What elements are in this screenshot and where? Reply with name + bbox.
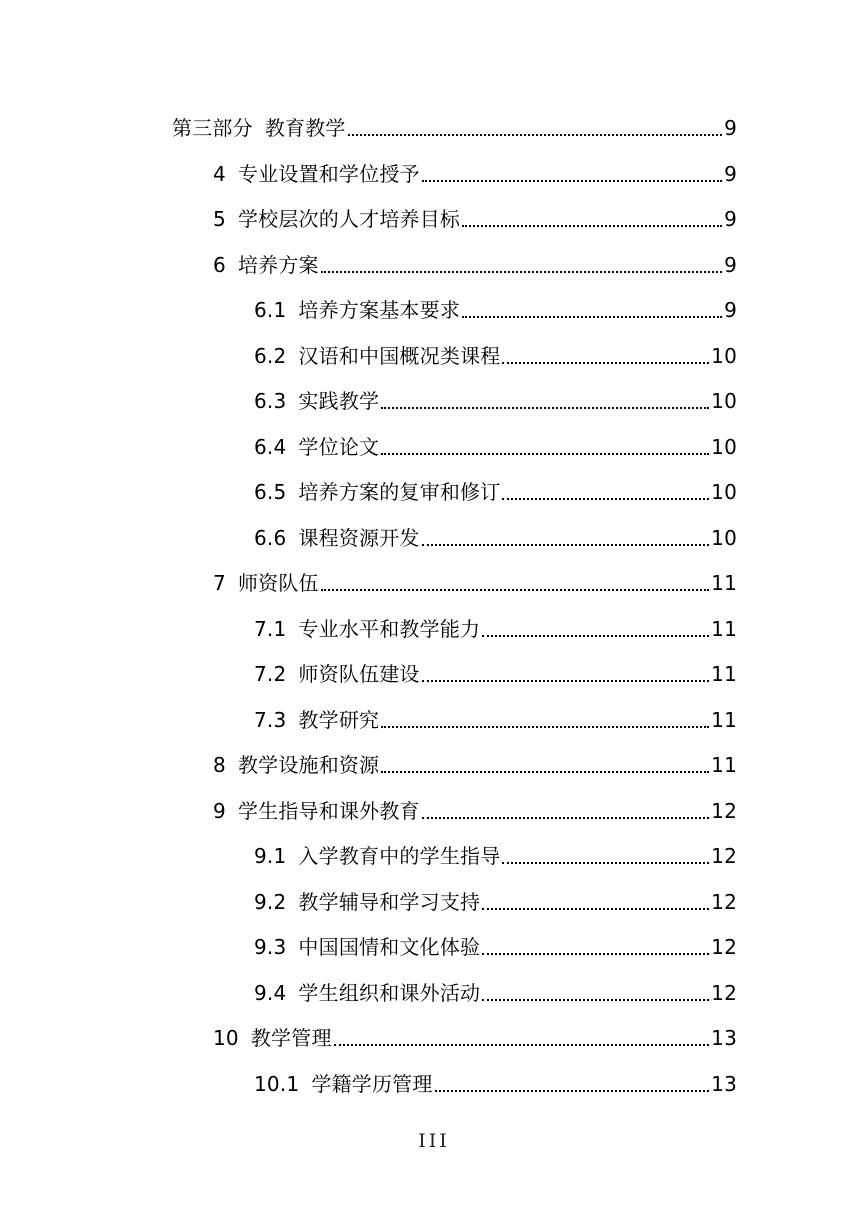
toc-entry-title: 入学教育中的学生指导 <box>298 844 501 868</box>
toc-entry[interactable] <box>254 341 737 371</box>
toc-entry-title: 学生组织和课外活动 <box>298 980 481 1005</box>
toc-entry[interactable] <box>254 659 737 689</box>
toc-entry[interactable] <box>254 932 737 962</box>
toc-entry[interactable] <box>172 113 737 143</box>
toc-entry[interactable] <box>213 568 737 598</box>
toc-dot-leader <box>435 1090 710 1092</box>
toc-entry-page: 11 <box>711 571 737 595</box>
toc-entry-number: 10 <box>213 1026 239 1050</box>
toc-entry-number: 6.1 <box>254 298 287 322</box>
toc-entry-number: 9.1 <box>254 844 287 868</box>
toc-entry[interactable] <box>254 386 737 416</box>
toc-entry[interactable] <box>254 477 737 507</box>
toc-entry-page: 9 <box>724 207 737 231</box>
toc-entry-title: 学籍学历管理 <box>311 1071 433 1096</box>
toc-entry-number: 7.3 <box>254 707 287 732</box>
toc-dot-leader <box>502 362 709 364</box>
toc-dot-leader <box>321 271 722 273</box>
toc-entry-number: 9.3 <box>254 935 287 959</box>
toc-dot-leader <box>502 498 709 500</box>
toc-entry-page: 10 <box>711 434 737 459</box>
toc-entry-title: 学校层次的人才培养目标 <box>237 207 461 231</box>
toc-entry-page: 10 <box>711 389 737 413</box>
toc-entry-title: 中国国情和文化体验 <box>298 935 481 959</box>
toc-dot-leader <box>482 953 709 955</box>
toc-dot-leader <box>321 589 709 591</box>
toc-entry-number: 7.1 <box>254 616 287 641</box>
toc-entry-page: 11 <box>711 616 737 641</box>
toc-entry-title: 教学管理 <box>250 1026 332 1050</box>
toc-entry-title: 学生指导和课外教育 <box>237 798 420 823</box>
toc-entry-number: 6.5 <box>254 480 287 504</box>
toc-dot-leader <box>502 862 709 864</box>
toc-entry-number: 6.2 <box>254 343 287 368</box>
toc-entry[interactable] <box>213 750 737 780</box>
toc-dot-leader <box>422 680 710 682</box>
toc-entry-page: 10 <box>711 343 737 368</box>
toc-entry-number: 6.6 <box>254 525 287 550</box>
toc-entry-title: 培养方案基本要求 <box>298 298 461 322</box>
toc-dot-leader <box>381 771 709 773</box>
toc-entry-page: 12 <box>711 798 737 823</box>
toc-entry-number: 6.4 <box>254 434 287 459</box>
toc-dot-leader <box>422 817 709 819</box>
toc-entry-title: 课程资源开发 <box>298 525 420 550</box>
toc-entry-page: 11 <box>711 707 737 732</box>
toc-entry[interactable] <box>213 796 737 826</box>
toc-dot-leader <box>381 407 709 409</box>
toc-entry-page: 9 <box>724 161 737 186</box>
toc-entry-number: 7 <box>213 571 226 595</box>
toc-entry-title: 教育教学 <box>264 116 346 140</box>
toc-entry-title: 汉语和中国概况类课程 <box>298 343 501 368</box>
toc-entry-page: 9 <box>724 298 737 322</box>
toc-dot-leader <box>482 999 709 1001</box>
toc-entry-page: 13 <box>711 1026 737 1050</box>
toc-entry[interactable] <box>213 1023 737 1053</box>
toc-entry-page: 10 <box>711 480 737 504</box>
toc-entry[interactable] <box>254 887 737 917</box>
toc-entry-title: 实践教学 <box>298 389 380 413</box>
toc-dot-leader <box>462 225 722 227</box>
toc-entry[interactable] <box>254 841 737 871</box>
toc-entry-page: 12 <box>711 935 737 959</box>
toc-entry-page: 9 <box>724 252 737 277</box>
toc-entry[interactable] <box>254 614 737 644</box>
toc-entry-page: 13 <box>711 1071 737 1096</box>
toc-entry-number: 9 <box>213 798 226 823</box>
toc-entry-title: 师资队伍 <box>237 571 319 595</box>
toc-dot-leader <box>381 453 709 455</box>
toc-entry-page: 11 <box>711 753 737 777</box>
toc-entry-page: 9 <box>724 116 737 140</box>
toc-entry-title: 教学研究 <box>298 707 380 732</box>
toc-entry-page: 10 <box>711 525 737 550</box>
toc-entry-page: 11 <box>711 662 737 686</box>
toc-entry-title: 专业设置和学位授予 <box>237 161 420 186</box>
toc-dot-leader <box>482 908 709 910</box>
toc-entry-title: 教学设施和资源 <box>237 753 380 777</box>
toc-entry-title: 师资队伍建设 <box>298 662 420 686</box>
toc-dot-leader <box>348 134 722 136</box>
toc-entry-number: 第三部分 <box>172 116 253 140</box>
toc-dot-leader <box>381 726 709 728</box>
toc-entry-number: 5 <box>213 207 226 231</box>
toc-entry[interactable] <box>254 1069 737 1099</box>
toc-dot-leader <box>422 544 710 546</box>
toc-entry-number: 9.4 <box>254 980 287 1005</box>
toc-dot-leader <box>482 635 709 637</box>
toc-entry[interactable] <box>254 432 737 462</box>
toc-entry-number: 8 <box>213 753 226 777</box>
toc-entry-number: 10.1 <box>254 1071 300 1096</box>
toc-entry[interactable] <box>254 978 737 1008</box>
toc-entry-title: 学位论文 <box>298 434 380 459</box>
toc-entry-number: 7.2 <box>254 662 287 686</box>
toc-entry[interactable] <box>254 705 737 735</box>
toc-entry-page: 12 <box>711 844 737 868</box>
toc-entry-page: 12 <box>711 980 737 1005</box>
toc-entry-number: 6.3 <box>254 389 287 413</box>
toc-entry[interactable] <box>213 159 737 189</box>
toc-entry-number: 4 <box>213 161 226 186</box>
toc-entry-title: 专业水平和教学能力 <box>298 616 481 641</box>
toc-dot-leader <box>422 180 722 182</box>
toc-entry[interactable] <box>213 204 737 234</box>
page-number-footer: III <box>418 1130 450 1152</box>
toc-entry-page: 12 <box>711 889 737 914</box>
toc-entry[interactable] <box>254 523 737 553</box>
toc-entry-number: 6 <box>213 252 226 277</box>
toc-entry-title: 培养方案的复审和修订 <box>298 480 501 504</box>
toc-entry-title: 培养方案 <box>237 252 319 277</box>
toc-entry[interactable] <box>254 295 737 325</box>
toc-entry-number: 9.2 <box>254 889 287 914</box>
toc-entry[interactable] <box>213 250 737 280</box>
toc-dot-leader <box>462 316 722 318</box>
toc-dot-leader <box>334 1044 709 1046</box>
toc-entry-title: 教学辅导和学习支持 <box>298 889 481 914</box>
